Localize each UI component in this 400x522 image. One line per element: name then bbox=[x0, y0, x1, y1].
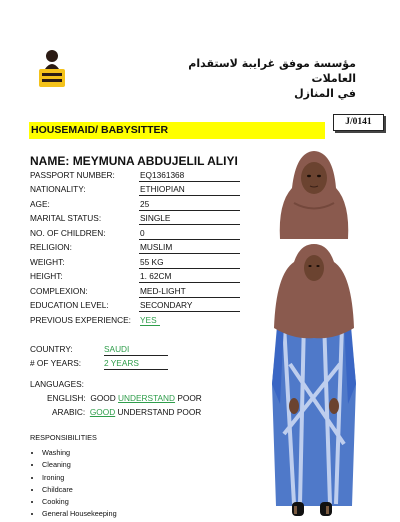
detail-row bbox=[30, 211, 230, 225]
detail-row bbox=[30, 182, 230, 196]
detail-row bbox=[30, 269, 230, 283]
language-level: GOOD bbox=[89, 407, 116, 417]
name-label: NAME bbox=[30, 154, 66, 168]
language-row bbox=[47, 391, 202, 405]
years-value: 2 YEARS bbox=[104, 356, 168, 370]
detail-row bbox=[30, 298, 230, 312]
responsibility-item: • Cooking bbox=[42, 496, 117, 508]
detail-row bbox=[30, 240, 230, 254]
responsibilities-list bbox=[30, 447, 117, 521]
responsibility-item: • Washing bbox=[42, 447, 117, 459]
detail-value bbox=[139, 313, 240, 326]
responsibilities-title: RESPONSIBILITIES bbox=[30, 433, 97, 442]
detail-label: NATIONALITY: bbox=[30, 184, 86, 194]
language-level: UNDERSTAND bbox=[118, 393, 176, 403]
reference-code: J/0141 bbox=[333, 114, 384, 131]
experience-answer: YES bbox=[140, 315, 160, 326]
languages-title: LANGUAGES: bbox=[30, 379, 84, 389]
full-length-photo bbox=[264, 244, 364, 520]
detail-row bbox=[30, 226, 230, 240]
detail-label: MARITAL STATUS: bbox=[30, 213, 102, 223]
agency-logo bbox=[36, 47, 68, 89]
detail-value: 25 bbox=[139, 197, 240, 211]
detail-label: NO. OF CHILDREN: bbox=[30, 228, 106, 238]
detail-value: MUSLIM bbox=[139, 240, 240, 254]
candidate-name: NAME: MEYMUNA ABDUJELIL ALIYI bbox=[30, 154, 238, 168]
detail-label: PASSPORT NUMBER: bbox=[30, 170, 115, 180]
responsibility-item: • Childcare bbox=[42, 484, 117, 496]
country-value: SAUDI bbox=[104, 342, 168, 356]
language-level: UNDERSTAND bbox=[117, 407, 175, 417]
agency-name-arabic: مؤسسة موفق غرايبة لاستقدام العاملات في المنازل bbox=[188, 57, 356, 100]
detail-value: SECONDARY bbox=[139, 298, 240, 312]
language-row bbox=[52, 405, 201, 419]
portrait-photo bbox=[270, 148, 358, 239]
years-label: # OF YEARS: bbox=[30, 358, 82, 368]
detail-row bbox=[30, 313, 230, 327]
country-label: COUNTRY: bbox=[30, 344, 73, 354]
language-level: POOR bbox=[177, 393, 202, 403]
name-value: MEYMUNA ABDUJELIL ALIYI bbox=[72, 154, 238, 168]
detail-value: MED-LIGHT bbox=[139, 284, 240, 298]
responsibility-item: • General Housekeeping bbox=[42, 508, 117, 520]
detail-label: AGE: bbox=[30, 199, 50, 209]
detail-label: COMPLEXION: bbox=[30, 286, 88, 296]
language-level: POOR bbox=[176, 407, 202, 417]
detail-row bbox=[30, 284, 230, 298]
detail-row bbox=[30, 255, 230, 269]
country-row bbox=[30, 342, 130, 356]
language-level: GOOD bbox=[90, 393, 116, 403]
years-row bbox=[30, 356, 139, 370]
detail-value: EQ1361368 bbox=[139, 168, 240, 182]
detail-value: 1. 62CM bbox=[139, 269, 240, 283]
detail-value: ETHIOPIAN bbox=[139, 182, 240, 196]
responsibility-item: • Ironing bbox=[42, 472, 117, 484]
detail-row bbox=[30, 197, 230, 211]
language-name: ENGLISH: bbox=[47, 393, 86, 403]
detail-value: 55 KG bbox=[139, 255, 240, 269]
detail-label: PREVIOUS EXPERIENCE: bbox=[30, 315, 131, 325]
detail-label: HEIGHT: bbox=[30, 271, 63, 281]
detail-value: 0 bbox=[139, 226, 240, 240]
detail-label: EDUCATION LEVEL: bbox=[30, 300, 109, 310]
detail-label: WEIGHT: bbox=[30, 257, 65, 267]
responsibility-item: • Cleaning bbox=[42, 459, 117, 471]
detail-row bbox=[30, 168, 230, 182]
language-name: ARABIC: bbox=[52, 407, 86, 417]
detail-value: SINGLE bbox=[139, 211, 240, 225]
position-banner: HOUSEMAID/ BABYSITTER bbox=[29, 122, 325, 139]
detail-label: RELIGION: bbox=[30, 242, 72, 252]
